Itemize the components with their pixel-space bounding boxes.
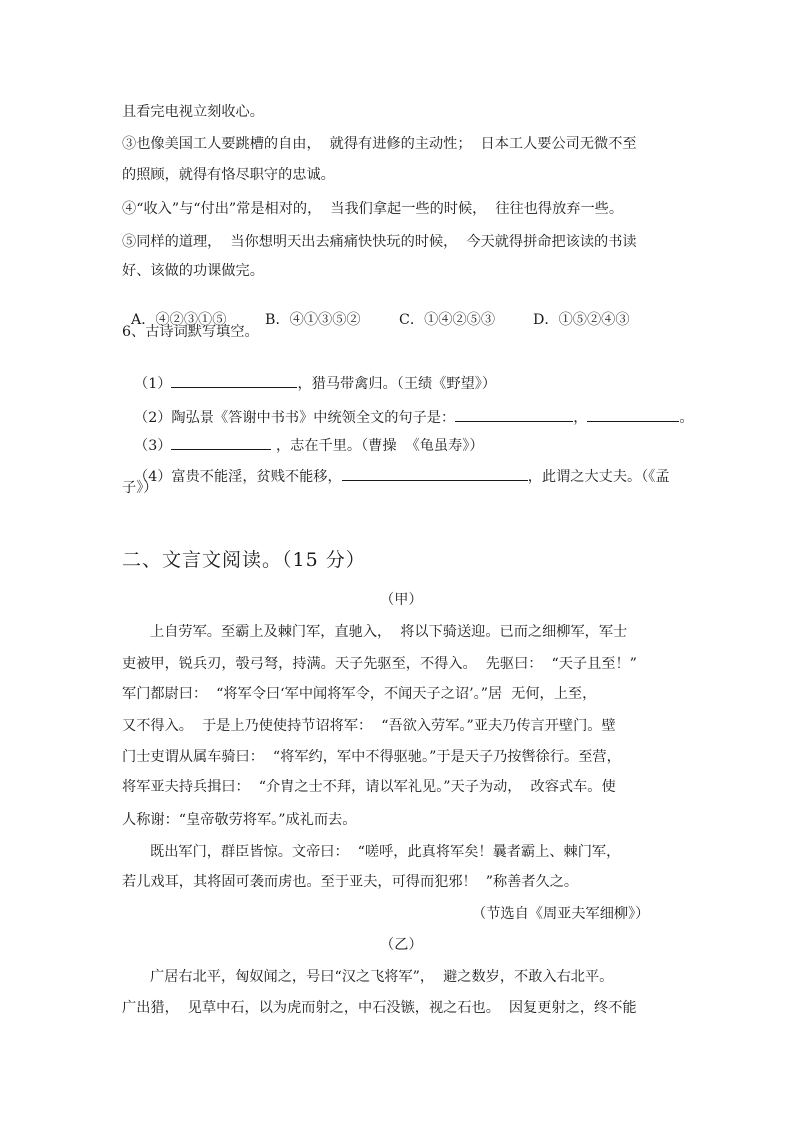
item-text: ，志在千里。（曹操 《龟虽寿》） [271, 438, 484, 454]
passage-line: 将军亚夫持兵揖曰： “介胄之士不拜，请以军礼见。”天子为动， 改容式车。使 [122, 779, 616, 795]
option-c: C．①④②⑤③ [399, 312, 496, 328]
passage-line: 人称谢：“皇帝敬劳将军。”成礼而去。 [122, 812, 357, 828]
passage-title-yi: （乙） [380, 937, 423, 953]
item-text-after: ，此谓之大丈夫。（《孟 [527, 469, 670, 485]
passage-line: 广居右北平，匈奴闻之，号曰“汉之飞将军”， 避之数岁，不敢入右北平。 [150, 969, 614, 985]
text-line: ⑤同样的道理， 当你想明天出去痛痛快快玩的时候， 今天就得拼命把该读的书读 [122, 234, 637, 250]
end-mark: 。 [679, 410, 694, 426]
text-line: 的照顾，就得有恪尽职守的忠诚。 [122, 167, 335, 183]
fill-blank[interactable] [587, 407, 679, 422]
passage-line: 又不得入。 于是上乃使使持节诏将军： “吾欲入劳军。”亚夫乃传言开壁门。壁 [122, 718, 616, 734]
passage-title-jia: （甲） [380, 592, 423, 608]
question-title: 6、古诗词默写填空。 [122, 324, 259, 340]
passage-line: 军门都尉曰： “将军令曰‘军中闻将军令，不闻天子之诏’。”居 无何，上至， [122, 686, 597, 702]
text-line: ③也像美国工人要跳槽的自由， 就得有进修的主动性； 日本工人要公司无微不至 [122, 136, 637, 152]
passage-line: 门士吏谓从属车骑曰： “将军约，军中不得驱驰。”于是天子乃按辔徐行。至营， [122, 749, 621, 765]
separator: ， [573, 410, 588, 426]
item-text: （4）富贵不能淫，贫贱不能移， [134, 469, 342, 485]
passage-line: 既出军门，群臣皆惊。文帝曰： “嗟呼，此真将军矣！曩者霸上、棘门军， [150, 844, 621, 860]
option-b: B．④①③⑤② [265, 312, 361, 328]
text-line: ④“收入”与“付出”常是相对的， 当我们拿起一些的时候， 往往也得放弃一些。 [122, 201, 624, 217]
item-number: （1） [134, 376, 172, 392]
passage-line: 广出猎， 见草中石，以为虎而射之，中石没镞，视之石也。 因复更射之，终不能 [122, 1000, 637, 1016]
text-line: 好、该做的功课做完。 [122, 263, 264, 279]
option-d: D．①⑤②④③ [533, 312, 630, 328]
option-a: A．④②③①⑤ [131, 312, 227, 328]
section-heading: 二、文言文阅读。（15 分） [122, 549, 366, 571]
passage-line: 若儿戏耳，其将固可袭而虏也。至于亚夫，可得而犯邪！ ”称善者久之。 [122, 874, 579, 890]
fill-blank[interactable] [342, 466, 528, 481]
item-text: （2）陶弘景《答谢中书书》中统领全文的句子是： [134, 410, 456, 426]
passage-source: （节选自《周亚夫军细柳》） [472, 906, 650, 922]
question-item-4 [125, 446, 670, 487]
passage-line: 上自劳军。至霸上及棘门军，直驰入， 将以下骑送迎。已而之细柳军，军士 [150, 624, 628, 640]
item-text: ，猎马带禽归。（王绩《野望》） [297, 376, 497, 392]
passage-line: 吏被甲，锐兵刃，彀弓弩，持满。天子先驱至，不得入。 先驱曰： “天子且至！” [122, 656, 637, 672]
text-line: 子》） [122, 480, 158, 496]
fill-blank[interactable] [171, 373, 297, 388]
text-line: 且看完电视立刻收心。 [122, 104, 264, 120]
item-number: （3） [134, 438, 172, 454]
